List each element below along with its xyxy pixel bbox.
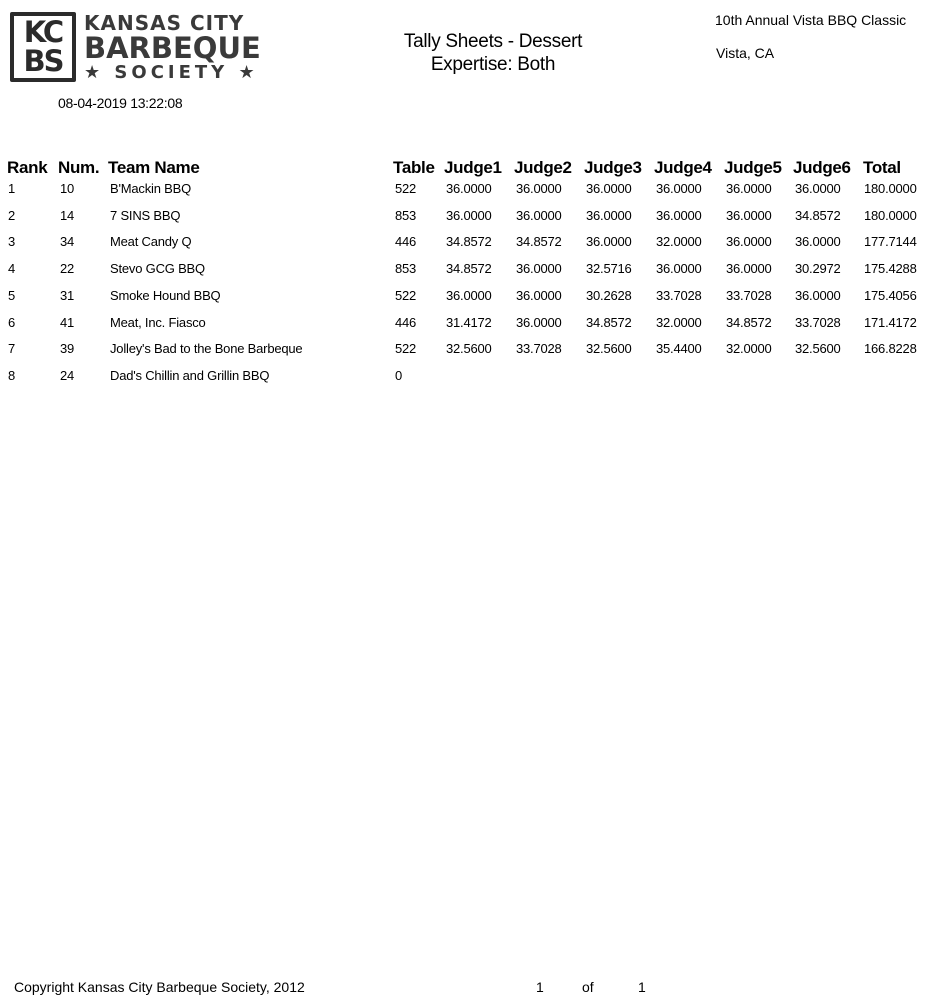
cell-num: 41 bbox=[60, 314, 75, 330]
column-header-team-name: Team Name bbox=[108, 158, 200, 177]
column-header-judge1: Judge1 bbox=[444, 158, 502, 177]
cell-judge1: 36.0000 bbox=[446, 287, 492, 303]
cell-total: 180.0000 bbox=[864, 207, 917, 223]
cell-judge1: 36.0000 bbox=[446, 207, 492, 223]
footer-copyright: Copyright Kansas City Barbeque Society, 2012 bbox=[14, 979, 305, 995]
cell-judge6: 36.0000 bbox=[795, 181, 841, 196]
cell-num: 10 bbox=[60, 181, 75, 196]
page-total: 1 bbox=[638, 979, 646, 995]
cell-judge5: 34.8572 bbox=[726, 314, 772, 330]
cell-judge6: 30.2972 bbox=[795, 261, 841, 277]
cell-judge3: 34.8572 bbox=[586, 314, 632, 330]
cell-judge2: 36.0000 bbox=[516, 261, 562, 277]
cell-rank: 4 bbox=[8, 261, 16, 277]
cell-judge5: 36.0000 bbox=[726, 261, 772, 277]
cell-team-name: Stevo GCG BBQ bbox=[110, 261, 205, 277]
event-location: Vista, CA bbox=[716, 45, 775, 61]
cell-judge4: 32.0000 bbox=[656, 314, 702, 330]
cell-judge6: 32.5600 bbox=[795, 341, 841, 357]
column-header-table: Table bbox=[393, 158, 435, 177]
cell-judge4: 36.0000 bbox=[656, 207, 702, 223]
column-header-judge3: Judge3 bbox=[584, 158, 642, 177]
cell-judge3: 32.5600 bbox=[586, 341, 632, 357]
cell-judge5: 36.0000 bbox=[726, 234, 772, 250]
cell-table: 522 bbox=[395, 341, 417, 357]
cell-judge6: 36.0000 bbox=[795, 234, 841, 250]
report-date: 08-04-2019 13:22:08 bbox=[58, 95, 183, 111]
cell-table: 446 bbox=[395, 314, 417, 330]
logo-line-barbeque: BARBEQUE bbox=[84, 31, 261, 65]
cell-judge1: 31.4172 bbox=[446, 314, 492, 330]
column-header-judge2: Judge2 bbox=[514, 158, 572, 177]
column-header-judge5: Judge5 bbox=[724, 158, 782, 177]
cell-team-name: Jolley's Bad to the Bone Barbeque bbox=[110, 341, 303, 357]
cell-judge4: 35.4400 bbox=[656, 341, 702, 357]
cell-judge4: 36.0000 bbox=[656, 261, 702, 277]
report-title-line1: Tally Sheets - Dessert bbox=[403, 31, 583, 52]
logo-mark-top: KC bbox=[23, 15, 63, 49]
cell-num: 39 bbox=[60, 341, 75, 357]
kcbs-logo-mark bbox=[10, 12, 76, 82]
report-title-line2: Expertise: Both bbox=[430, 54, 556, 75]
event-name: 10th Annual Vista BBQ Classic bbox=[715, 12, 907, 28]
cell-judge6: 34.8572 bbox=[795, 207, 841, 223]
cell-num: 31 bbox=[60, 287, 75, 303]
cell-total: 175.4288 bbox=[864, 261, 917, 277]
cell-judge5: 36.0000 bbox=[726, 181, 772, 196]
cell-rank: 1 bbox=[8, 181, 16, 196]
cell-judge6: 36.0000 bbox=[795, 287, 841, 303]
cell-judge2: 36.0000 bbox=[516, 287, 562, 303]
cell-table: 853 bbox=[395, 207, 417, 223]
column-header-judge6: Judge6 bbox=[793, 158, 851, 177]
cell-judge2: 36.0000 bbox=[516, 181, 562, 196]
column-header-total: Total bbox=[863, 158, 901, 177]
cell-rank: 8 bbox=[8, 367, 16, 383]
cell-num: 22 bbox=[60, 261, 75, 277]
cell-rank: 3 bbox=[8, 234, 16, 250]
cell-judge5: 32.0000 bbox=[726, 341, 772, 357]
cell-table: 446 bbox=[395, 234, 417, 250]
cell-judge4: 33.7028 bbox=[656, 287, 702, 303]
cell-judge3: 36.0000 bbox=[586, 207, 632, 223]
logo-wordmark bbox=[84, 12, 280, 84]
cell-table: 522 bbox=[395, 287, 417, 303]
cell-table: 522 bbox=[395, 181, 417, 196]
cell-rank: 2 bbox=[8, 207, 16, 223]
cell-team-name: Dad's Chillin and Grillin BBQ bbox=[110, 367, 270, 383]
cell-team-name: Smoke Hound BBQ bbox=[110, 287, 221, 303]
cell-rank: 6 bbox=[8, 314, 16, 330]
cell-judge5: 36.0000 bbox=[726, 207, 772, 223]
page-of-label: of bbox=[582, 979, 594, 995]
cell-team-name: Meat, Inc. Fiasco bbox=[110, 314, 206, 330]
cell-judge3: 30.2628 bbox=[586, 287, 632, 303]
kcbs-logo bbox=[10, 12, 280, 84]
cell-judge2: 36.0000 bbox=[516, 314, 562, 330]
cell-team-name: Meat Candy Q bbox=[110, 234, 192, 250]
cell-judge6: 33.7028 bbox=[795, 314, 841, 330]
cell-judge2: 34.8572 bbox=[516, 234, 562, 250]
cell-team-name: 7 SINS BBQ bbox=[110, 207, 181, 223]
column-header-num: Num. bbox=[58, 158, 100, 177]
logo-line-kansas-city: KANSAS CITY bbox=[84, 11, 245, 35]
cell-judge4: 32.0000 bbox=[656, 234, 702, 250]
page-current: 1 bbox=[536, 979, 544, 995]
cell-judge1: 34.8572 bbox=[446, 261, 492, 277]
logo-line-society bbox=[84, 62, 280, 84]
cell-total: 177.7144 bbox=[864, 234, 917, 250]
cell-judge2: 33.7028 bbox=[516, 341, 562, 357]
column-header-judge4: Judge4 bbox=[654, 158, 712, 177]
cell-judge1: 36.0000 bbox=[446, 181, 492, 196]
column-header-rank: Rank bbox=[7, 158, 48, 177]
star-icon: ★ bbox=[238, 62, 259, 83]
cell-num: 24 bbox=[60, 367, 75, 383]
cell-judge3: 36.0000 bbox=[586, 181, 632, 196]
cell-num: 34 bbox=[60, 234, 75, 250]
report-title bbox=[368, 30, 618, 76]
cell-rank: 7 bbox=[8, 341, 16, 357]
cell-total: 171.4172 bbox=[864, 314, 917, 330]
cell-team-name: B'Mackin BBQ bbox=[110, 181, 191, 196]
cell-total: 166.8228 bbox=[864, 341, 917, 357]
cell-judge3: 32.5716 bbox=[586, 261, 632, 277]
cell-judge1: 32.5600 bbox=[446, 341, 492, 357]
cell-judge3: 36.0000 bbox=[586, 234, 632, 250]
logo-mark-bottom: BS bbox=[23, 44, 63, 78]
cell-total: 180.0000 bbox=[864, 181, 917, 196]
cell-judge5: 33.7028 bbox=[726, 287, 772, 303]
logo-society-text: SOCIETY bbox=[114, 62, 229, 83]
cell-judge1: 34.8572 bbox=[446, 234, 492, 250]
cell-num: 14 bbox=[60, 207, 75, 223]
cell-table: 0 bbox=[395, 367, 403, 383]
cell-total: 175.4056 bbox=[864, 287, 917, 303]
star-icon: ★ bbox=[84, 62, 105, 83]
cell-judge2: 36.0000 bbox=[516, 207, 562, 223]
cell-table: 853 bbox=[395, 261, 417, 277]
cell-judge4: 36.0000 bbox=[656, 181, 702, 196]
cell-rank: 5 bbox=[8, 287, 16, 303]
